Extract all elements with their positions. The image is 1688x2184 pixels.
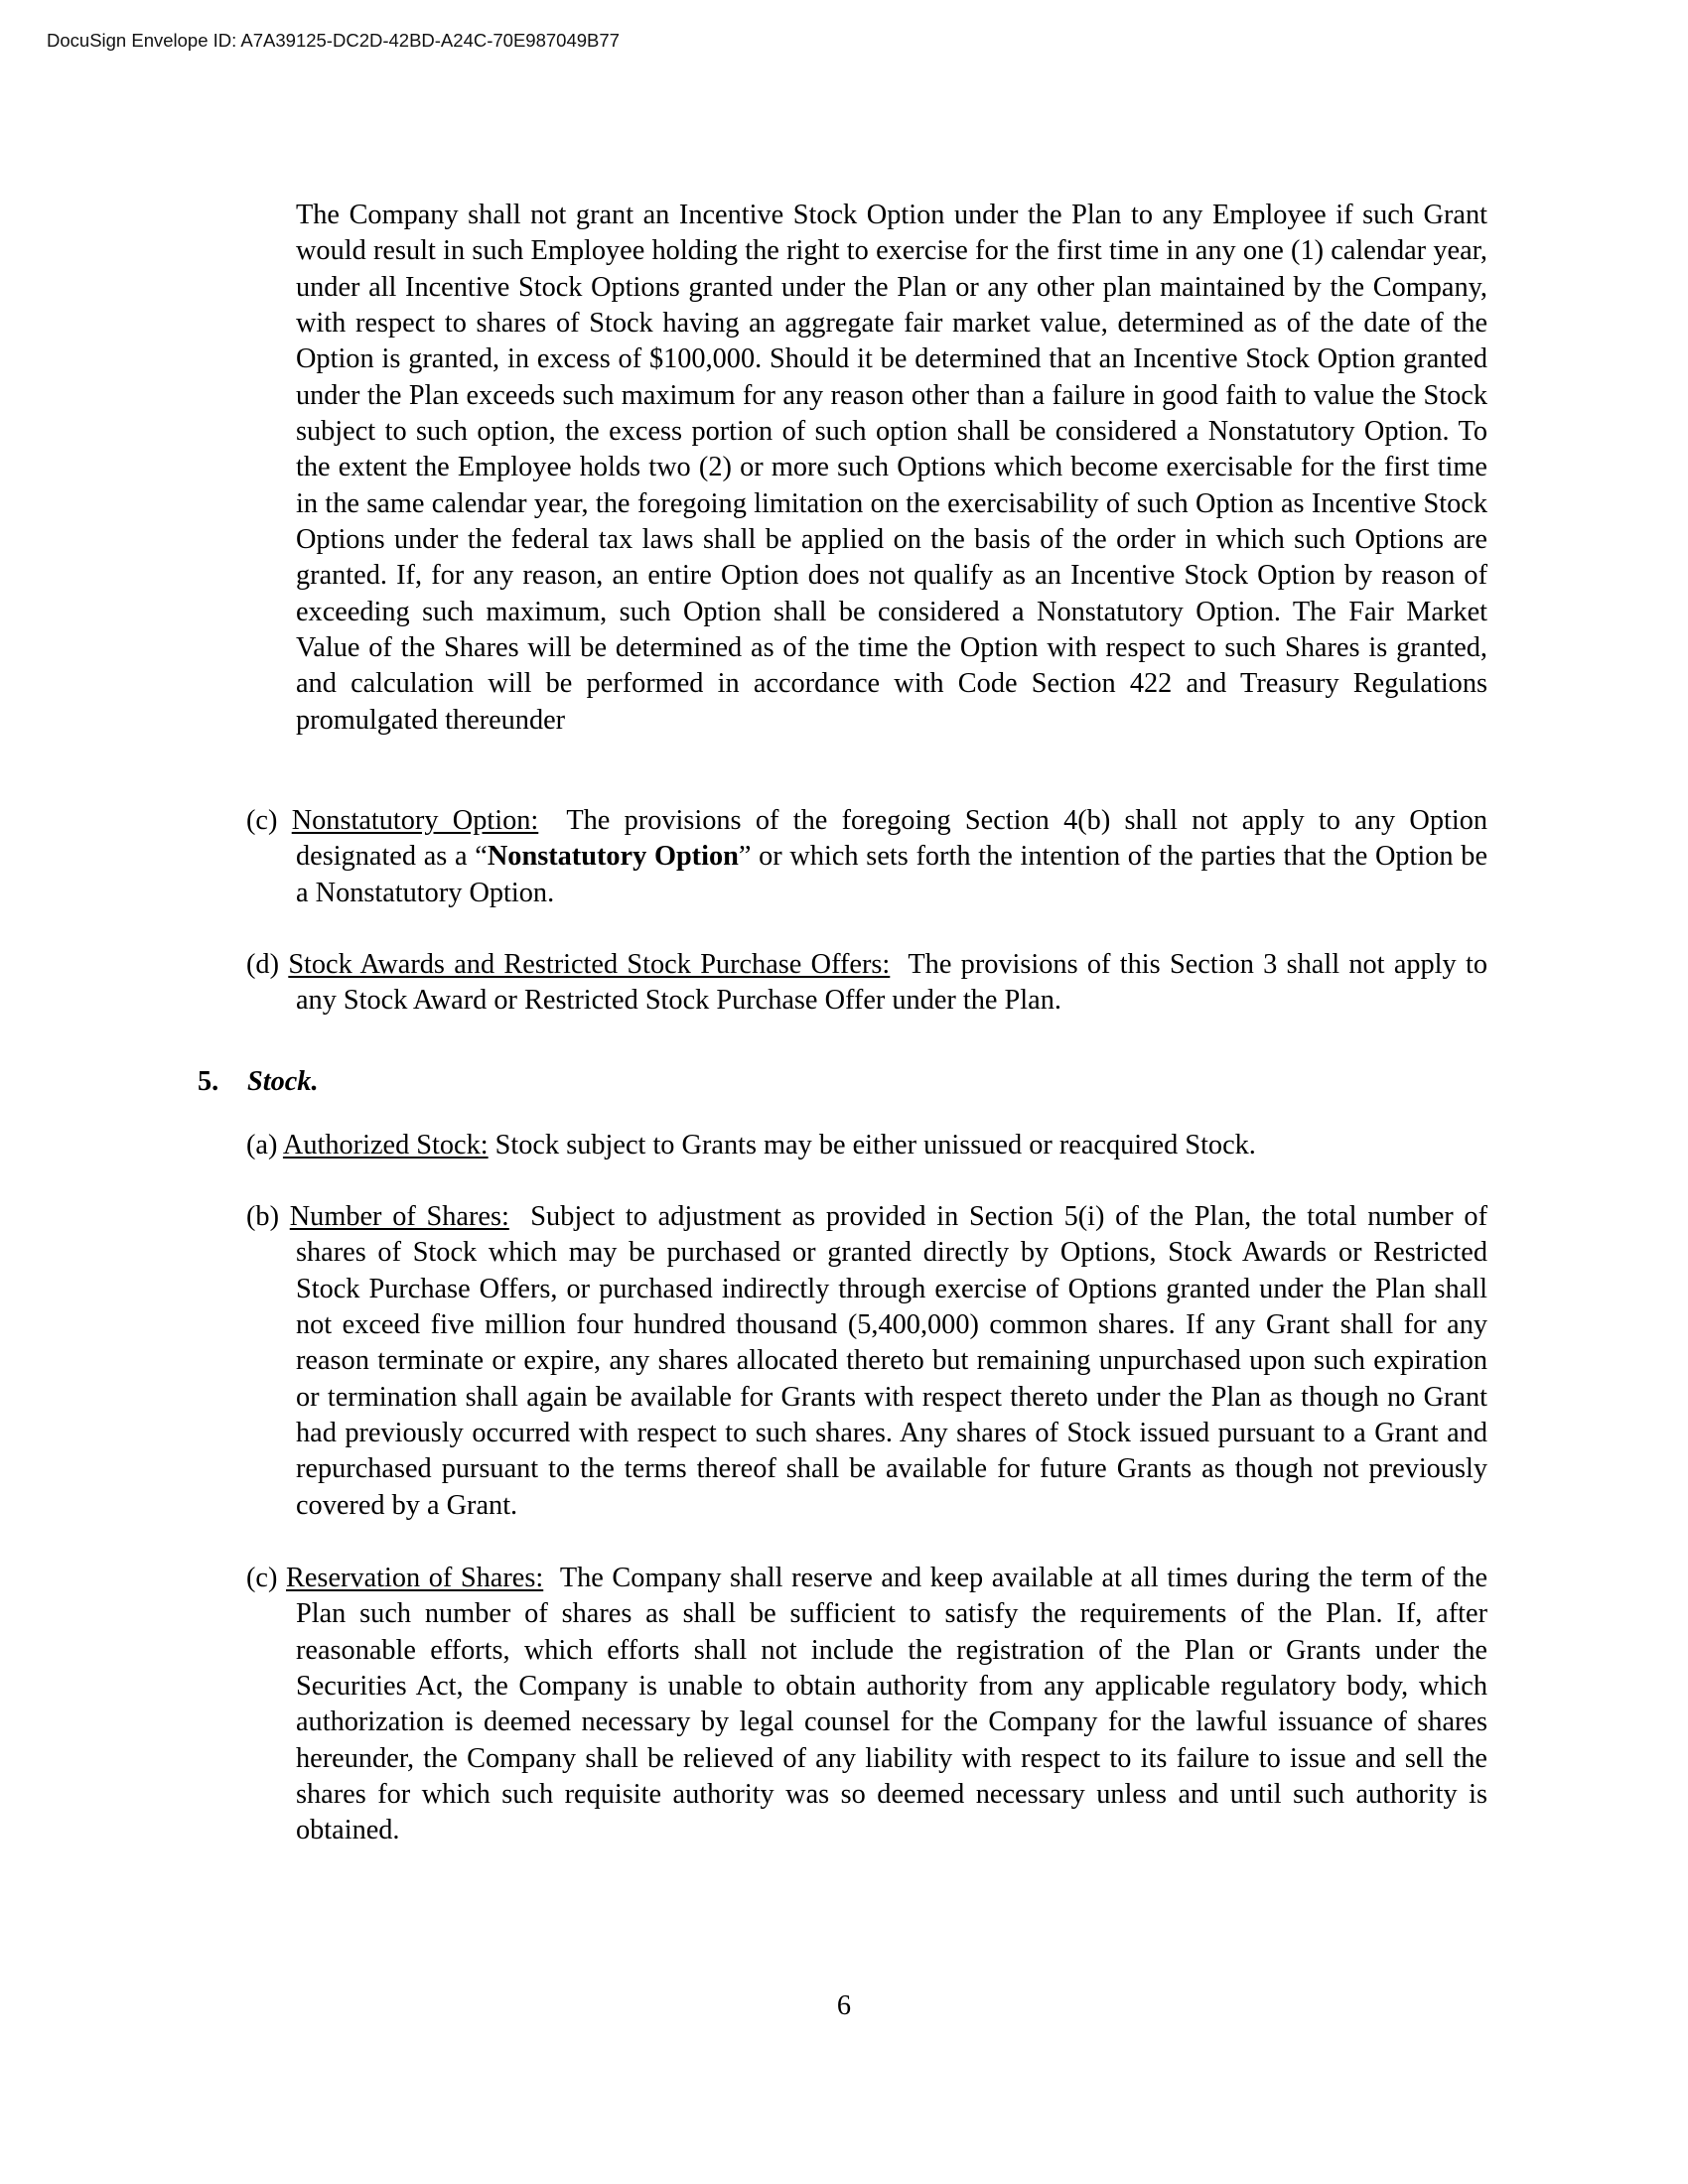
item-marker: (d): [246, 949, 279, 980]
item-label: Authorized Stock:: [282, 1130, 489, 1160]
docusign-envelope-id: DocuSign Envelope ID: A7A39125-DC2D-42BD-A24C-70E987049B77: [47, 30, 620, 51]
item-marker: (c): [246, 805, 278, 836]
section-5b-number-of-shares: [246, 1199, 1495, 1524]
section-5a-authorized-stock: [246, 1128, 1487, 1163]
item-marker: (a): [246, 1130, 278, 1160]
section-5-heading: [198, 1064, 319, 1100]
section-5c-reservation-of-shares: [246, 1561, 1495, 1849]
item-marker: (b): [246, 1201, 279, 1232]
section-number: 5.: [198, 1066, 219, 1097]
item-text: The provisions of the foregoing Section 4(b) shall not apply to any Option designated as a “: [296, 805, 1495, 873]
item-bold-term: Nonstatutory Option: [487, 841, 739, 873]
item-text: ” or which sets forth the intention of the parties that the Option be a Nonstatutory Option.: [296, 841, 1488, 908]
item-text: Stock subject to Grants may be either unissued or reacquired Stock.: [488, 1130, 1256, 1160]
item-text: The provisions of this Section 3 shall not apply to any Stock Award or Restricted Stock Purchase Offer under the Plan.: [296, 949, 1495, 1017]
section-4d-stock-awards: [246, 947, 1495, 1020]
item-label: Nonstatutory Option:: [291, 805, 539, 836]
item-label: Reservation of Shares:: [286, 1563, 544, 1593]
item-marker: (c): [246, 1563, 278, 1593]
section-4c-nonstatutory-option: [246, 803, 1495, 911]
item-label: Number of Shares:: [289, 1201, 509, 1232]
item-text: Subject to adjustment as provided in Section 5(i) of the Plan, the total number of shares of Stock which may be purchased or granted directly by Options, Stock Awards or Restricted Stock Purchase Offers, or purchased indirectly through exercise of Options granted under the Plan shall not exceed five million four hundred thousand (5,400,000) common shares. If any Grant shall for any reason terminate or expire, any shares allocated thereto but remaining unpurchased upon such expiration or termination shall again be available for Grants with respect thereto under the Plan as though no Grant had previously occurred with respect to such shares. Any shares of Stock issued pursuant to a Grant and repurchased pursuant to the terms thereof shall be available for future Grants as though not previously covered by a Grant.: [296, 1201, 1495, 1521]
item-text: The Company shall reserve and keep available at all times during the term of the Plan such number of shares as shall be sufficient to satisfy the requirements of the Plan. If, after reasonable efforts, which efforts shall not include the registration of the Plan or Grants under the Securities Act, the Company is unable to obtain authority from any applicable regulatory body, which authorization is deemed necessary by legal counsel for the Company for the lawful issuance of shares hereunder, the Company shall be relieved of any liability with respect to its failure to issue and sell the shares for which such requisite authority was so deemed necessary unless and until such authority is obtained.: [296, 1563, 1495, 1846]
item-label: Stock Awards and Restricted Stock Purchase Offers:: [288, 949, 891, 980]
incentive-stock-option-limit-paragraph: The Company shall not grant an Incentive Stock Option under the Plan to any Employee if such Grant would result in such Employee holding the right to exercise for the first time in any one (1) calendar year, under all Incentive Stock Options granted under the Plan or any other plan maintained by the Company, with respect to shares of Stock having an aggregate fair market value, determined as of the date of the Option is granted, in excess of $100,000. Should it be determined that an Incentive Stock Option granted under the Plan exceeds such maximum for any reason other than a failure in good faith to value the Stock subject to such option, the excess portion of such option shall be considered a Nonstatutory Option. To the extent the Employee holds two (2) or more such Options which become exercisable for the first time in the same calendar year, the foregoing limitation on the exercisability of such Option as Incentive Stock Options under the federal tax laws shall be applied on the basis of the order in which such Options are granted. If, for any reason, an entire Option does not qualify as an Incentive Stock Option by reason of exceeding such maximum, such Option shall be considered a Nonstatutory Option. The Fair Market Value of the Shares will be determined as of the time the Option with respect to such Shares is granted, and calculation will be performed in accordance with Code Section 422 and Treasury Regulations promulgated thereunder: [296, 200, 1487, 736]
page-number: 6: [836, 1990, 852, 2021]
section-title: Stock.: [247, 1066, 319, 1097]
